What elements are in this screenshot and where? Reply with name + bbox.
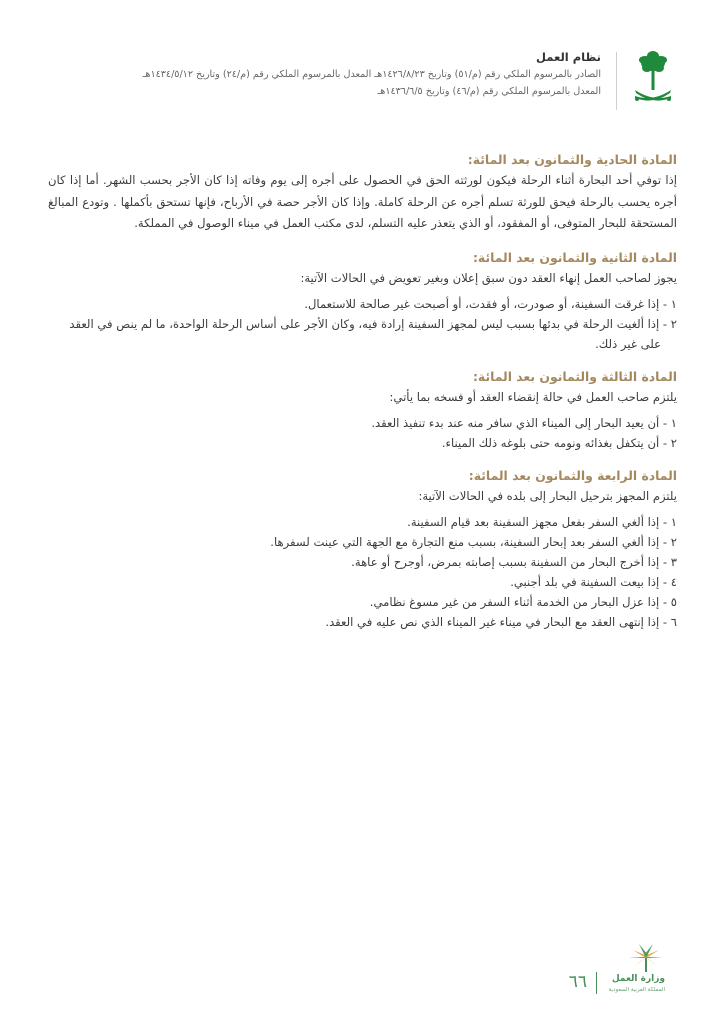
- list-item: ٥ - إذا عزل البحار من الخدمة أثناء السفر من غير مسوغ نظامي.: [369, 594, 677, 609]
- list-item: ١ - إذا غرقت السفينة، أو صودرت، أو فقدت، أو أصبحت غير صالحة للاستعمال.: [304, 296, 677, 311]
- document-title: نظام العمل: [536, 50, 601, 64]
- article-182: [48, 248, 677, 354]
- list-item: ٣ - إذا أخرج البحار من السفينة بسبب إصابته بمرض، أوجرح أو عاهة.: [351, 554, 677, 569]
- list-item: ١ - إذا ألغي السفر بفعل مجهز السفينة بعد قيام السفينة.: [407, 514, 677, 529]
- article-text: إذا توفي أحد البحارة أثناء الرحلة فيكون لورثته الحق في الحصول على أجره إلى يوم وفاته إذا كان الأجر بحسب الشهر. أما إذا كان أجره يحسب بالرحلة فيحق للورثة تسلم أجره عن الرحلة كاملة. وإذا كان الأجر حصة في الأرباح، فإنها تستحق بأكملها . وتودع المبالغ المستحقة للبحار المتوفى، أو المفقود، أو الذي يتعذر عليه التسلم، لدى مكتب العمل في ميناء الوصول في المملكة.: [48, 173, 677, 230]
- ministry-name: وزارة العمل: [611, 974, 665, 984]
- list-item: ١ - أن يعيد البحار إلى الميناء الذي سافر منه عند بدء تنفيذ العقد.: [371, 415, 677, 430]
- ministry-subtitle: المملكة العربية السعودية: [608, 987, 665, 993]
- article-intro: يجوز لصاحب العمل إنهاء العقد دون سبق إعلان وبغير تعويض في الحالات الآتية:: [300, 270, 677, 285]
- list-item: ٤ - إذا بيعت السفينة في بلد أجنبي.: [510, 574, 677, 589]
- list-item: ٢ - أن يتكفل بغذائه ونومه حتى بلوغه ذلك الميناء.: [441, 435, 677, 450]
- list-item: ٦ - إذا إنتهى العقد مع البحار في ميناء غير الميناء الذي نص عليه في العقد.: [325, 614, 677, 629]
- article-title: المادة الحادية والثمانون بعد المائة:: [467, 152, 677, 167]
- saudi-emblem-icon: [633, 50, 673, 112]
- article-184: [48, 466, 677, 632]
- header-divider: [616, 52, 617, 110]
- article-title: المادة الثانية والثمانون بعد المائة:: [472, 249, 677, 265]
- page-number: ٦٦: [568, 972, 587, 992]
- article-181: [48, 150, 677, 235]
- decree-line-1: الصادر بالمرسوم الملكي رقم (م/٥١) وتاريخ ١٤٢٦/٨/٢٣هـ المعدل بالمرسوم الملكي رقم (م/٢٤) وتاريخ ١٤٣٤/٥/١٢هـ: [142, 69, 601, 80]
- list-item: ٢ - إذا ألغيت الرحلة في بدئها بسبب ليس لمجهز السفينة إرادة فيه، وكان الأجر على أساس الرحلة الواحدة، ما لم ينص في العقد على غير ذلك.: [69, 316, 677, 351]
- decree-line-2: المعدل بالمرسوم الملكي رقم (م/٤٦) وتاريخ ١٤٣٦/٦/٥هـ: [377, 86, 601, 97]
- document-header: [30, 48, 685, 118]
- page-footer: [527, 942, 667, 1002]
- article-intro: يلتزم صاحب العمل في حالة إنقضاء العقد أو فسخه بما يأتي:: [389, 389, 677, 404]
- article-intro: يلتزم المجهز بترحيل البحار إلى بلده في الحالات الآتية:: [418, 488, 677, 503]
- document-body: [48, 150, 677, 645]
- list-item: ٢ - إذا ألغي السفر بعد إبحار السفينة، بسبب منع التجارة مع الجهة التي عينت لسفرها.: [270, 534, 677, 549]
- article-title: المادة الرابعة والثمانون بعد المائة:: [468, 467, 677, 483]
- footer-divider: [596, 972, 597, 994]
- article-title: المادة الثالثة والثمانون بعد المائة:: [472, 368, 677, 384]
- article-183: [48, 367, 677, 453]
